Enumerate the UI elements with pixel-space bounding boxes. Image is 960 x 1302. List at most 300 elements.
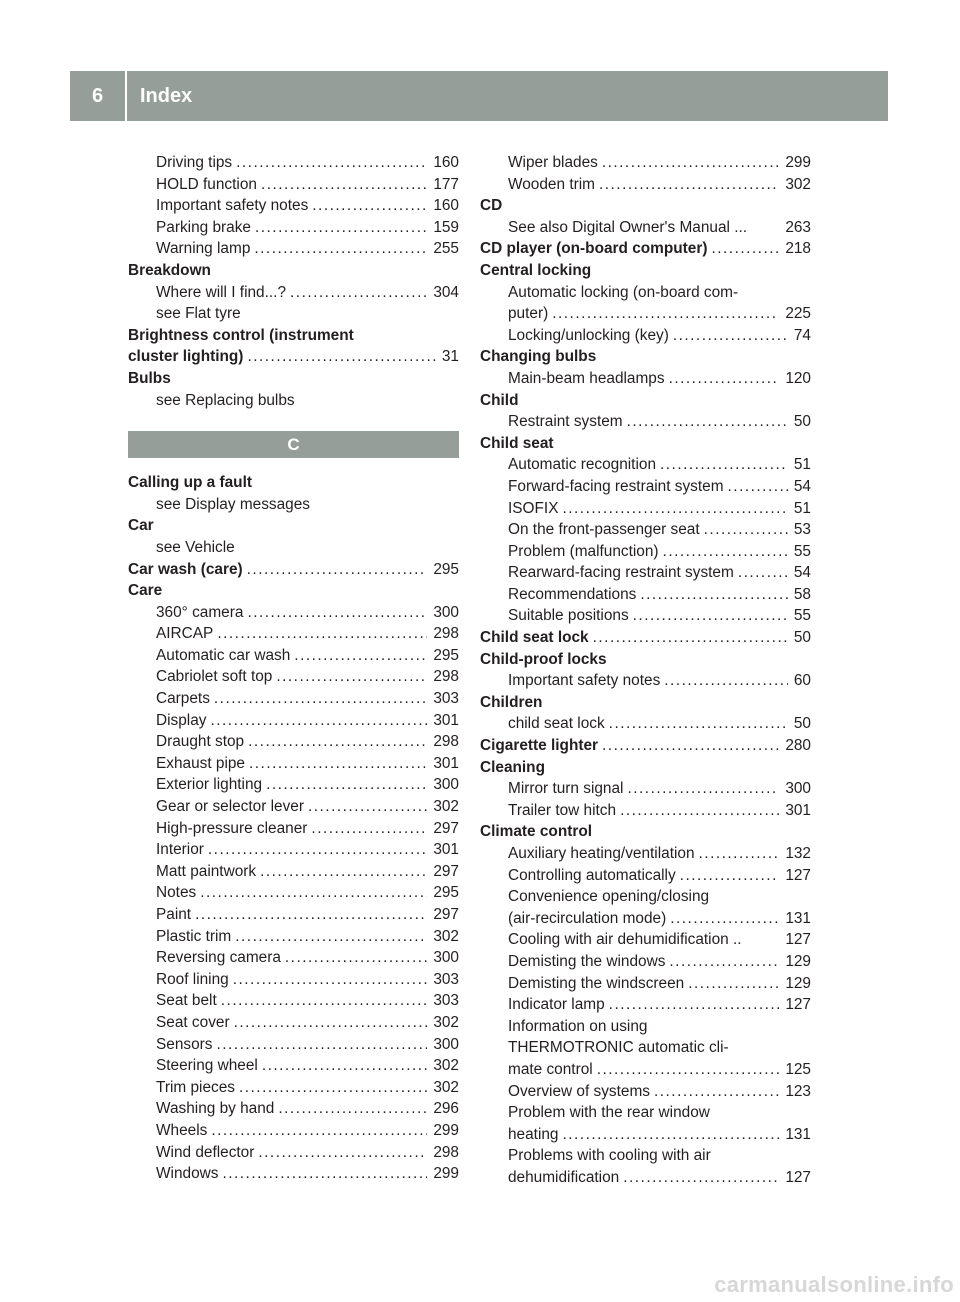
entry-label: CD player (on-board computer) xyxy=(480,240,708,258)
page-reference: 280 xyxy=(785,737,811,755)
page-reference: 127 xyxy=(785,996,811,1014)
dot-leader xyxy=(208,839,427,861)
index-sub-entry xyxy=(480,1124,811,1146)
index-sub-entry xyxy=(480,1059,811,1081)
dot-leader xyxy=(216,1034,427,1056)
dot-leader xyxy=(597,1059,780,1081)
index-sub-entry: Automatic locking (on-board com- xyxy=(508,283,739,301)
index-sub-entry xyxy=(480,865,811,887)
page-reference: 55 xyxy=(793,542,811,560)
dot-leader xyxy=(258,1142,427,1164)
index-main-entry xyxy=(480,735,811,757)
page-reference: 296 xyxy=(433,1100,459,1118)
page-reference: 303 xyxy=(433,970,459,988)
index-sub-entry: Information on using xyxy=(508,1017,648,1035)
dot-leader xyxy=(704,519,788,541)
index-column-left xyxy=(128,152,459,1185)
dot-leader xyxy=(640,584,788,606)
index-sub-entry xyxy=(480,174,811,196)
index-main-entry: Care xyxy=(128,582,163,600)
page-reference: 295 xyxy=(433,560,459,578)
entry-label: Main-beam headlamps xyxy=(508,369,665,387)
dot-leader xyxy=(654,1081,779,1103)
page-reference: 300 xyxy=(433,949,459,967)
index-sub-entry xyxy=(128,774,459,796)
index-sub-entry: see Flat tyre xyxy=(156,305,241,323)
page-reference: 304 xyxy=(433,283,459,301)
entry-label: cluster lighting) xyxy=(128,348,244,366)
page-reference: 159 xyxy=(433,218,459,236)
entry-label: child seat lock xyxy=(508,715,605,733)
page-reference: 301 xyxy=(785,801,811,819)
page-reference: 298 xyxy=(433,625,459,643)
index-sub-entry xyxy=(128,947,459,969)
dot-leader xyxy=(620,800,779,822)
page-reference: 303 xyxy=(433,690,459,708)
dot-leader xyxy=(254,238,427,260)
dot-leader xyxy=(248,731,427,753)
entry-label: Washing by hand xyxy=(156,1100,275,1118)
dot-leader xyxy=(664,670,788,692)
index-sub-entry xyxy=(128,282,459,304)
page-reference: 127 xyxy=(785,1168,811,1186)
entry-label: On the front-passenger seat xyxy=(508,521,700,539)
index-sub-entry xyxy=(128,688,459,710)
index-sub-entry xyxy=(480,498,811,520)
index-sub-entry xyxy=(128,645,459,667)
dot-leader xyxy=(255,217,427,239)
dot-leader xyxy=(233,969,428,991)
index-main-entry: Child seat xyxy=(480,434,554,452)
entry-label: heating xyxy=(508,1125,559,1143)
dot-leader xyxy=(234,1012,428,1034)
dot-leader xyxy=(261,174,427,196)
entry-label: Overview of systems xyxy=(508,1082,650,1100)
index-sub-entry: Convenience opening/closing xyxy=(508,888,710,906)
entry-label: Seat belt xyxy=(156,992,217,1010)
entry-label: Indicator lamp xyxy=(508,996,605,1014)
dot-leader xyxy=(669,951,779,973)
index-sub-entry xyxy=(128,882,459,904)
index-sub-entry xyxy=(480,605,811,627)
dot-leader xyxy=(210,710,427,732)
entry-label: Where will I find...? xyxy=(156,283,287,301)
dot-leader xyxy=(670,908,779,930)
dot-leader xyxy=(680,865,780,887)
entry-label: Plastic trim xyxy=(156,927,232,945)
page-reference: 297 xyxy=(433,906,459,923)
page-reference: 125 xyxy=(785,1060,811,1078)
entry-label: dehumidification xyxy=(508,1168,620,1186)
page-reference: 301 xyxy=(433,711,459,729)
page-reference: 295 xyxy=(433,884,459,902)
index-sub-entry xyxy=(128,990,459,1012)
index-main-entry xyxy=(480,238,811,260)
index-sub-entry xyxy=(480,929,811,951)
dot-leader xyxy=(211,1120,427,1142)
entry-label: Cooling with air dehumidification .. xyxy=(508,931,742,949)
page-reference: 302 xyxy=(433,1057,459,1075)
entry-label: Mirror turn signal xyxy=(508,780,624,798)
index-column-right xyxy=(480,152,811,1189)
page-reference: 255 xyxy=(433,240,459,258)
index-sub-entry xyxy=(128,1055,459,1077)
dot-leader xyxy=(247,346,435,368)
dot-leader xyxy=(562,498,787,520)
page-reference: 58 xyxy=(793,585,811,603)
entry-label: Display xyxy=(156,711,207,729)
entry-label: Cigarette lighter xyxy=(480,737,599,755)
index-sub-entry xyxy=(480,973,811,995)
page-reference: 301 xyxy=(433,754,459,772)
watermark: carmanualsonline.info xyxy=(714,1272,954,1297)
page-reference: 297 xyxy=(433,862,459,880)
dot-leader xyxy=(214,688,427,710)
page-reference: 129 xyxy=(785,974,811,992)
page-reference: 302 xyxy=(433,798,459,816)
dot-leader xyxy=(276,666,427,688)
dot-leader xyxy=(285,947,427,969)
page-title: Index xyxy=(140,85,193,107)
entry-label: Important safety notes xyxy=(508,672,661,690)
page-reference: 300 xyxy=(433,1035,459,1053)
page-reference: 298 xyxy=(433,668,459,686)
section-letter-header: C xyxy=(128,431,459,458)
entry-label: Restraint system xyxy=(508,413,623,431)
index-sub-entry: Problems with cooling with air xyxy=(508,1147,711,1165)
dot-leader xyxy=(711,238,779,260)
entry-label: Problem (malfunction) xyxy=(508,542,659,560)
dot-leader xyxy=(249,753,427,775)
page-reference: 74 xyxy=(793,326,811,344)
entry-label: Demisting the windscreen xyxy=(508,974,685,992)
dot-leader xyxy=(602,152,779,174)
index-main-entry: Brightness control (instrument xyxy=(128,326,354,344)
index-sub-entry xyxy=(128,796,459,818)
index-sub-entry xyxy=(480,541,811,563)
dot-leader xyxy=(290,282,427,304)
entry-label: Automatic recognition xyxy=(508,456,656,474)
page-reference: 54 xyxy=(793,477,811,495)
entry-label: Wiper blades xyxy=(508,154,598,171)
index-main-entry: Bulbs xyxy=(128,369,171,387)
page-reference: 50 xyxy=(793,715,811,733)
index-main-entry: Car xyxy=(128,517,154,535)
dot-leader xyxy=(260,861,427,883)
entry-label: Auxiliary heating/ventilation xyxy=(508,845,695,862)
index-sub-entry xyxy=(128,861,459,883)
index-sub-entry xyxy=(480,217,811,239)
index-main-entry: Breakdown xyxy=(128,261,211,279)
entry-label: Exterior lighting xyxy=(156,776,263,794)
index-main-entry: Children xyxy=(480,693,543,711)
index-sub-entry xyxy=(480,476,811,498)
entry-label: Paint xyxy=(156,906,192,923)
index-main-entry: Climate control xyxy=(480,823,593,841)
index-sub-entry: Problem with the rear window xyxy=(508,1104,710,1122)
entry-label: puter) xyxy=(508,305,549,323)
entry-label: Seat cover xyxy=(156,1013,230,1031)
index-main-entry: Central locking xyxy=(480,261,592,279)
page-reference: 302 xyxy=(433,1013,459,1031)
page-reference: 31 xyxy=(441,348,459,366)
entry-label: mate control xyxy=(508,1060,593,1078)
page-reference: 300 xyxy=(433,603,459,621)
index-sub-entry xyxy=(128,602,459,624)
entry-label: Sensors xyxy=(156,1035,213,1053)
index-sub-entry xyxy=(480,994,811,1016)
dot-leader xyxy=(738,562,788,584)
dot-leader xyxy=(602,735,779,757)
dot-leader xyxy=(623,1167,779,1189)
entry-label: Wooden trim xyxy=(508,175,595,193)
entry-label: Car wash (care) xyxy=(128,560,243,578)
entry-label: Parking brake xyxy=(156,218,251,236)
index-main-entry: Child xyxy=(480,391,519,409)
entry-label: Suitable positions xyxy=(508,607,629,625)
dot-leader xyxy=(247,602,427,624)
entry-label: Roof lining xyxy=(156,970,229,988)
dot-leader xyxy=(627,411,788,433)
index-sub-entry xyxy=(128,1077,459,1099)
entry-label: Demisting the windows xyxy=(508,952,666,970)
index-main-entry: Changing bulbs xyxy=(480,348,597,366)
entry-label: Steering wheel xyxy=(156,1057,258,1075)
header-divider xyxy=(125,71,127,121)
entry-label: Windows xyxy=(156,1165,219,1183)
index-sub-entry: THERMOTRONIC automatic cli- xyxy=(508,1039,729,1057)
dot-leader xyxy=(633,605,788,627)
page-reference: 50 xyxy=(793,629,811,647)
index-sub-entry xyxy=(128,731,459,753)
entry-label: Forward-facing restraint system xyxy=(508,477,724,495)
index-sub-entry xyxy=(480,303,811,325)
index-sub-entry xyxy=(480,713,811,735)
entry-label: Trailer tow hitch xyxy=(508,801,617,819)
entry-label: Warning lamp xyxy=(156,240,251,258)
dot-leader xyxy=(609,994,780,1016)
dot-leader xyxy=(294,645,427,667)
index-sub-entry xyxy=(480,325,811,347)
index-sub-entry xyxy=(128,1012,459,1034)
entry-label: High-pressure cleaner xyxy=(156,819,308,837)
index-sub-entry xyxy=(480,778,811,800)
index-main-entry: Child-proof locks xyxy=(480,650,607,668)
dot-leader xyxy=(195,904,427,926)
index-sub-entry xyxy=(128,818,459,840)
page-reference: 132 xyxy=(785,845,811,862)
page-reference: 301 xyxy=(433,841,459,859)
entry-label: Locking/unlocking (key) xyxy=(508,326,669,344)
entry-label: Important safety notes xyxy=(156,197,309,215)
entry-label: HOLD function xyxy=(156,175,257,193)
dot-leader xyxy=(563,1124,780,1146)
dot-leader xyxy=(308,796,427,818)
page-reference: 177 xyxy=(433,175,459,193)
entry-label: (air-recirculation mode) xyxy=(508,909,667,927)
page-reference: 120 xyxy=(785,369,811,387)
page-reference: 51 xyxy=(793,499,811,517)
page-reference: 300 xyxy=(785,780,811,798)
entry-label: Rearward-facing restraint system xyxy=(508,564,734,582)
page-reference: 50 xyxy=(793,413,811,431)
index-sub-entry xyxy=(128,152,459,174)
dot-leader xyxy=(311,818,427,840)
index-sub-entry xyxy=(128,839,459,861)
entry-label: Wind deflector xyxy=(156,1143,255,1161)
index-sub-entry xyxy=(128,904,459,926)
dot-leader xyxy=(217,623,427,645)
index-sub-entry xyxy=(480,908,811,930)
index-sub-entry xyxy=(480,562,811,584)
entry-label: Interior xyxy=(156,841,204,859)
index-sub-entry xyxy=(480,843,811,865)
entry-label: Carpets xyxy=(156,690,210,708)
page-reference: 127 xyxy=(785,866,811,884)
dot-leader xyxy=(699,843,780,865)
index-sub-entry xyxy=(480,519,811,541)
dot-leader xyxy=(266,774,427,796)
index-sub-entry xyxy=(128,1120,459,1142)
page-reference: 299 xyxy=(785,154,811,171)
index-sub-entry xyxy=(480,584,811,606)
index-sub-entry: see Display messages xyxy=(156,495,310,513)
page-reference: 60 xyxy=(793,672,811,690)
entry-label: Matt paintwork xyxy=(156,862,257,880)
dot-leader xyxy=(262,1055,427,1077)
index-sub-entry xyxy=(128,217,459,239)
index-sub-entry xyxy=(128,174,459,196)
index-sub-entry xyxy=(480,1167,811,1189)
index-sub-entry: see Vehicle xyxy=(156,538,235,556)
dot-leader xyxy=(239,1077,427,1099)
entry-label: Wheels xyxy=(156,1121,208,1139)
dot-leader xyxy=(688,973,779,995)
page-reference: 131 xyxy=(785,1125,811,1143)
entry-label: ISOFIX xyxy=(508,499,559,517)
entry-label: Controlling automatically xyxy=(508,866,676,884)
index-sub-entry xyxy=(128,1163,459,1185)
page-reference: 127 xyxy=(785,931,811,949)
page-reference: 51 xyxy=(793,456,811,474)
index-sub-entry xyxy=(128,1098,459,1120)
dot-leader xyxy=(669,368,780,390)
entry-label: Trim pieces xyxy=(156,1078,235,1096)
page-reference: 300 xyxy=(433,776,459,794)
page-reference: 303 xyxy=(433,992,459,1010)
entry-label: Driving tips xyxy=(156,154,233,171)
index-sub-entry xyxy=(128,238,459,260)
index-sub-entry xyxy=(128,666,459,688)
dot-leader xyxy=(609,713,788,735)
index-sub-entry xyxy=(480,368,811,390)
index-main-entry xyxy=(128,559,459,581)
dot-leader xyxy=(552,303,779,325)
page-reference: 129 xyxy=(785,952,811,970)
dot-leader xyxy=(247,559,428,581)
index-sub-entry xyxy=(128,969,459,991)
page-reference: 298 xyxy=(433,1143,459,1161)
index-sub-entry xyxy=(480,1081,811,1103)
index-sub-entry xyxy=(128,1142,459,1164)
index-main-entry xyxy=(128,346,459,368)
entry-label: Notes xyxy=(156,884,197,902)
index-sub-entry xyxy=(128,926,459,948)
page-header xyxy=(70,71,888,121)
entry-label: Exhaust pipe xyxy=(156,754,245,772)
dot-leader xyxy=(222,1163,427,1185)
entry-label: Gear or selector lever xyxy=(156,798,304,816)
page-reference: 298 xyxy=(433,733,459,751)
index-main-entry: CD xyxy=(480,197,503,215)
index-sub-entry xyxy=(480,411,811,433)
dot-leader xyxy=(673,325,788,347)
page-number: 6 xyxy=(91,84,104,107)
page-reference: 131 xyxy=(785,909,811,927)
index-main-entry: Calling up a fault xyxy=(128,474,252,492)
index-sub-entry xyxy=(128,623,459,645)
dot-leader xyxy=(663,541,788,563)
dot-leader xyxy=(660,454,788,476)
index-sub-entry xyxy=(128,710,459,732)
index-sub-entry xyxy=(128,195,459,217)
index-main-entry xyxy=(480,627,811,649)
entry-label: 360° camera xyxy=(156,603,244,621)
page-reference: 302 xyxy=(785,175,811,193)
dot-leader xyxy=(312,195,427,217)
page-reference: 55 xyxy=(793,607,811,625)
entry-label: Automatic car wash xyxy=(156,646,291,664)
page-reference: 218 xyxy=(785,240,811,258)
dot-leader xyxy=(593,627,788,649)
page-reference: 302 xyxy=(433,1078,459,1096)
dot-leader xyxy=(200,882,427,904)
index-sub-entry xyxy=(480,951,811,973)
index-sub-entry xyxy=(480,152,811,174)
index-sub-entry xyxy=(480,800,811,822)
entry-label: Cabriolet soft top xyxy=(156,668,273,686)
page-reference: 53 xyxy=(793,521,811,539)
dot-leader xyxy=(278,1098,427,1120)
page-reference: 123 xyxy=(785,1082,811,1100)
entry-label: Child seat lock xyxy=(480,629,589,647)
index-main-entry: Cleaning xyxy=(480,758,545,776)
index-sub-entry xyxy=(480,454,811,476)
index-sub-entry xyxy=(128,1034,459,1056)
page-reference: 295 xyxy=(433,646,459,664)
entry-label: Draught stop xyxy=(156,733,245,751)
page-reference: 160 xyxy=(433,154,459,171)
page-reference: 225 xyxy=(785,305,811,323)
index-sub-entry xyxy=(480,670,811,692)
dot-leader xyxy=(599,174,779,196)
entry-label: Recommendations xyxy=(508,585,637,603)
page-reference: 299 xyxy=(433,1165,459,1183)
dot-leader xyxy=(236,152,427,174)
page-reference: 299 xyxy=(433,1121,459,1139)
page-reference: 302 xyxy=(433,927,459,945)
entry-label: Reversing camera xyxy=(156,949,281,967)
index-sub-entry xyxy=(128,753,459,775)
dot-leader xyxy=(728,476,788,498)
page-reference: 263 xyxy=(785,218,811,236)
dot-leader xyxy=(221,990,428,1012)
page-reference: 160 xyxy=(433,197,459,215)
index-sub-entry: see Replacing bulbs xyxy=(156,391,295,409)
page-reference: 297 xyxy=(433,819,459,837)
entry-label: See also Digital Owner's Manual ... xyxy=(508,218,748,236)
entry-label: AIRCAP xyxy=(156,625,214,643)
